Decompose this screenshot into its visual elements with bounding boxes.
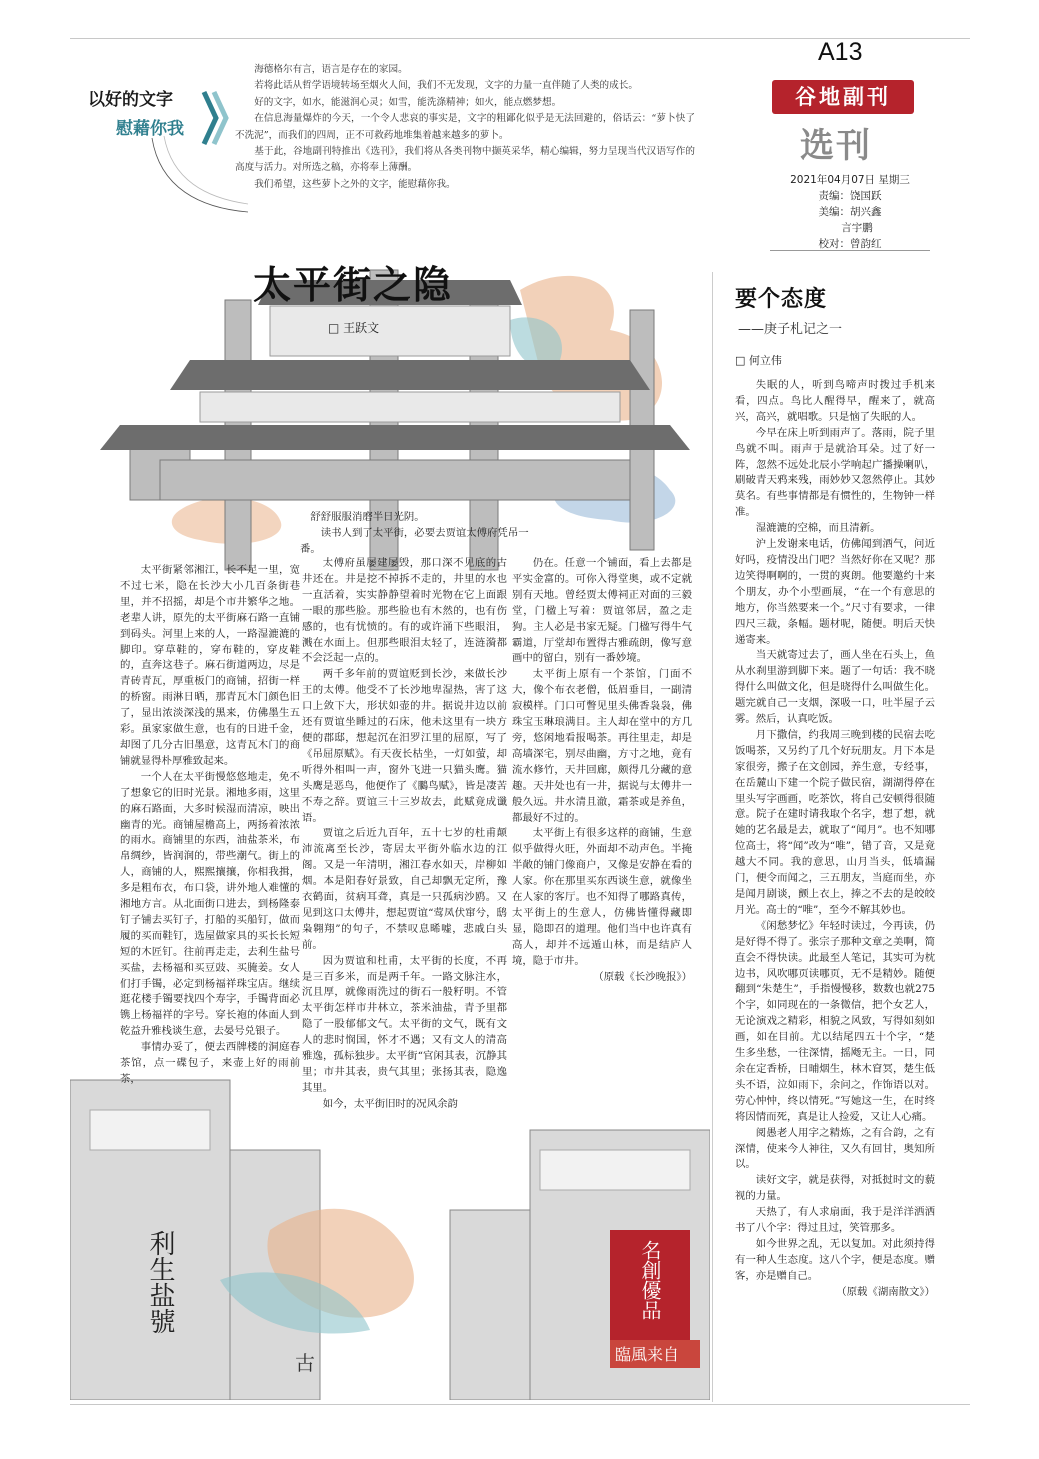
article-paragraph: 太平街上有很多这样的商铺，生意似乎做得火旺，外面却不动声色。半掩半敞的铺门像商户，又像是安静在看的人家。你在那里买东西谈生意，就像坐在人家的客厅。也不知得了哪路真传，太平街上的生意人，仿佛皆懂得藏即显，隐即召的道理。他们当中也许真有高人，却并不远遁山林，而是结庐人境，隐于市井。 xyxy=(512,827,692,967)
article-paragraph: 太平街上原有一个茶馆，门面不大，像个布衣老僧，低眉垂目，一副清寂模样。门口可瞥见里头佛香袅袅，佛珠宝玉琳琅满目。主人却在堂中的方几旁，悠闲地看报喝茶。再往里走，却是高墙深宅，别尽曲幽，方寸之地，竟有流水修竹，天井回廊，颇得几分藏的意趣。天井处也有一井，据说与太傅井一般久远。井水清且澈，霜茶或是养鱼，都最好不过的。 xyxy=(512,668,692,824)
article-paragraph: 两千多年前的贾谊贬到长沙，来做长沙王的太傅。他受不了长沙地卑湿热，害了这口上敛下大，形状如壶的井。据说井边以前还有贾谊坐睡过的石床，他未这里有一块方便的郡邸，想起沉在汨罗江里的屈原，写了《吊屈原赋》。有天夜长枯坐，一灯如萤，却听得外相叫一声，窗外飞进一只猫头鹰。猫头鹰是恶鸟，他便作了《鵩鸟赋》，皆是凄苦不寿之辞。贾谊三十三岁故去，此赋竟成谶语。 xyxy=(302,668,507,824)
intro-paragraph: 我们希望，这些萝卜之外的文字，能慰藉你我。 xyxy=(254,178,456,190)
editor-credit: 责编：饶国跃 xyxy=(818,190,882,202)
side-paragraph: 当天就寄过去了，画人坐在石头上，鱼从水刹里游到脚下来。题了一句话：我不晓得什么叫做文化，但是晓得什么叫做生化。题完就自己一支烟，深吸一口，吐半屋子云雾。然后，认真吃饭。 xyxy=(735,649,935,726)
article-paragraph: 如今，太平街旧时的况风余韵 xyxy=(322,1097,458,1110)
article-paragraph: 仍在。任意一个铺面，看上去都是平实金富的。可你入得堂奥，或不定就别有天地。曾经贾太傅祠正对面的三毅堂，门楹上写着：贾谊邻居，盈之走狗。主人必是书家无疑。门楹写得牛气霸道，厅堂却布置得古雅疏朗，像写意画中的留白，别有一番妙境。 xyxy=(512,557,692,665)
article-author: □ 王跃文 xyxy=(328,321,380,335)
side-article-source: （原载《湖南散文》） xyxy=(836,1285,935,1298)
side-paragraph: 读好文字，就是获得，对抵挝时文的藐视的力量。 xyxy=(735,1174,935,1203)
column-divider xyxy=(712,272,713,1402)
side-paragraph: 阅愚老人用字之精炼，之有合韵，之有深情，使来今人神往，又久有回甘，奥知所以。 xyxy=(735,1126,935,1171)
side-paragraph: 今早在床上听到雨声了。落雨，院子里鸟就不叫。雨声于是就洽耳朵。过了好一阵，忽然不远处北辰小学响起广播操喇叭，刷破青天鸦来残，雨妙妙又忽然停止。其妙莫名。有些事情都是有惯性的，生物钟一样准。 xyxy=(735,426,935,519)
article-paragraph: 一个人在太平街慢悠悠地走，免不了想象它的旧时光景。湘地多雨，这里的麻石路面，大多时候湿而清凉，映出幽青的光。商铺屋檐高上，两扬着浓浓的雨水。商铺里的东西，油盐茶米，布帛绸纱，皆润润的，带些潮气。街上的人，商铺的人，熙熙攘攘，你相我揖，多是粗布衣，布口袋，讲外地人难懂的湘地方言。从北面街口进去，到杨隆泰钉子铺去买钉子，打船的买船钉，做而履的买而鞋钉，选屋做家具的买长长短短的木匠钉。往前再走走，去利生盐号买盐，去杨福和买豆豉、买腌姜。女人们打手镯，必定到杨福祥珠宝店。继续逛花楼手镯要找四个寿字，手镯背面必镌上杨福祥的字号。穿长袍的体面人到乾益升雅栈谈生意，去晏号兑银子。 xyxy=(120,770,300,1038)
side-paragraph: 《闲愁梦忆》年轻时读过，今再读，仍是好得不得了。张宗子那种文章之美啊，简直会不得快读。此最至人笔记，其实可为枕边书，风吹哪页读哪页，无不是精妙。随便翻到“朱楚生”，手指慢慢移，数数也就275个字，如同现在的一条微信，把个女艺人，无论演戏之精彩，相貌之风致，写得如刻如画，如在目前。尤以结尾四五十个字，“楚生多坐愁，一往深情，摇飏无主。一日，同余在定香桥，日晡烟生，林木窅冥，楚生低头不语，泣如雨下，余问之，作饰语以对。劳心忡忡，终以情死。”写她这一生，在时终将因情而死，真是让人捡爱，又让人心痛。 xyxy=(735,919,935,1123)
proofreader-credit: 校对：曾韵红 xyxy=(818,238,882,250)
intro-paragraph: 海德格尔有言，语言是存在的家园。 xyxy=(254,64,408,75)
designer-credit: 美编：胡兴鑫 xyxy=(818,206,882,218)
shop-sign-1: 利生盐號 xyxy=(145,1230,175,1334)
article-column-3 xyxy=(512,556,692,985)
intro-text xyxy=(235,62,695,193)
article-paragraph: 太傅府虽屡建屡毁，那口深不见底的古井还在。井是挖不掉拆不走的，井里的水也一直活着，实实静静望着时光物在它上面跟一眼的那些脸。那些脸也有木然的，也有伤感的，也有忧愤的。有的或许涌下些眼泪，溅在水面上。但那些眼泪太轻了，连涟漪都不会泛起一点的。 xyxy=(302,557,507,665)
side-article-title: 要个态度 xyxy=(735,287,828,312)
article-lead xyxy=(300,510,530,558)
intro-paragraph: 基于此，谷地副刊特推出《选刊》，我们将从各类刊物中撷英采华，精心编辑，努力呈现当代汉语写作的高度与活力。对所选之稿，亦将奉上薄酬。 xyxy=(235,146,695,174)
bottom-rule xyxy=(70,1404,970,1405)
side-paragraph: 沪上发谢来电话，仿佛闻到酒气，问近好吗，疫情没出门吧？当然好你在又呢？那边笑得啊啊的，一贯的爽朗。他要邀约十来个朋友，办个小型画展，“在一个有意思的地方，你当然要来一个。”尺寸有要求，一律四尺三裁，条幅。题材呢，随便。明后天快递寄来。 xyxy=(735,538,935,646)
article-title: 太平街之隐 xyxy=(253,263,454,307)
side-article-subtitle: ——庚子札记之一 xyxy=(738,322,843,337)
intro-paragraph: 在信息海量爆炸的今天，一个令人悲哀的事实是，文字的粗鄙化似乎是无法回避的，俗话云：“萝卜快了不洗泥”，而我们的四周，正不可救药地堆集着越来越多的萝卜。 xyxy=(235,113,695,141)
credits-rule xyxy=(770,250,930,251)
intro-paragraph: 若将此话从哲学语境转场至烟火人间，我们不无发现，文字的力量一直伴随了人类的成长。 xyxy=(254,80,638,92)
article-paragraph: 事情办妥了，便去西牌楼的洞庭春茶馆，点一碟包子，来壶上好的雨前茶， xyxy=(120,1041,300,1085)
article-paragraph: 贾谊之后近九百年，五十七岁的杜甫颠沛流离至长沙，寄居太平街外临水边的江阁。又是一年清明，湘江春水如天，岸柳如烟。本是阳春好景致，自己却飘无定所，豫衣鹤面，贫病耳聋，真是一只孤病沙鸥。又见到这口太傅井，想起贾谊“莺凤伏窜兮，鸱枭翱翔”的句子，不禁叹息晞嘘，悲戚白头前。 xyxy=(302,827,507,951)
side-paragraph: 湿漉漉的空棉，而且清新。 xyxy=(755,522,881,535)
page-number: A13 xyxy=(818,38,863,66)
slogan-line-1: 以好的文字 xyxy=(88,90,173,110)
section-title: 选刊 xyxy=(800,126,872,166)
credits-block xyxy=(770,172,930,252)
lead-line: 读书人到了太平街，必要去贾谊太傅府凭吊一番。 xyxy=(300,526,529,555)
article-column-2 xyxy=(302,556,507,1113)
article-paragraph: 太平街紧邻湘江，长不足一里，宽不过七米，隐在长沙大小几百条街巷里，并不招摇，却是个市井繁华之地。老辈人讲，原先的太平街麻石路一直铺到码头。河里上来的人，一路湿漉漉的脚印。穿草鞋的，穿布鞋的，穿皮鞋的，直奔这巷子。麻石街道两边，尽是青砖青瓦，厚重板门的商铺，招街一样的桥窗。雨淋日晒，那青瓦木门颜色旧了，显出浓淡深浅的黑来，仿佛墨生五彩。虽家家做生意，也有的日进千金，却图了几分古旧墨意，这青瓦木门的商铺就显得朴厚雅致起来。 xyxy=(120,564,300,767)
side-paragraph: 天热了，有人求扇面，我于是洋洋洒洒书了八个字：得过且过，笑管那多。 xyxy=(735,1206,935,1235)
side-paragraph: 月下撒信，约我周三晚到楼的民宿去吃饭喝茶，又另约了几个好玩朋友。月下本是家很旁，搬子在文创园，养生意，专经事，在岳麓山下建一个院子做民宿，湖湖得停在里头写字画画，吃茶饮，将自己安顿得很随意。院子在建时请我取个名字，想了想，就她的艺名最是去，就取了“闻月”。也不知哪位高士，将“闻”改为“唯”，错了音，又是竟越大不同。我的意思，山月当头，低墙漏门，便令而闻之，三五朋友，当庭而坐，亦是闻月剧谈，颤上衣上，捧之不去的是皎皎月光。高士的“唯”，至今不解其妙也。 xyxy=(735,728,935,916)
article-paragraph: 因为贾谊和杜甫，太平街的长度，不再是三百多米，而是两千年。一路文脉注水，沉且厚，就像雨洗过的街石一般籽明。不管太平街怎样市井林立，茶米油盐，青予里都隐了一股郁郁文气。太平街的文气，既有文人的悲时悯国，怀才不遇；又有文人的清高雅逸，孤标独步。太平街“官闲其表，沉静其里；市井其表，贵气其里；张扬其表，隐逸其里。 xyxy=(302,954,507,1094)
designer-credit-2: 言宇鹏 xyxy=(841,222,873,234)
slogan-line-2: 慰藉你我 xyxy=(116,119,184,139)
article-source: （原载《长沙晚报》） xyxy=(593,970,692,983)
intro-paragraph: 好的文字，如水，能滋润心灵；如雪，能洗涤精神；如火，能点燃梦想。 xyxy=(254,96,562,108)
side-paragraph: 如今世界之乱，无以复加。对此须持得有一种人生态度。这八个字，便是态度。赠客，亦是赠自己。 xyxy=(735,1237,935,1282)
brand-masthead: 谷地副刊 xyxy=(772,80,914,114)
shop-sign-3: 臨風来自 xyxy=(615,1345,680,1364)
issue-date: 2021年04月07日 星期三 xyxy=(790,174,910,186)
shop-sign-4: 古 xyxy=(295,1351,315,1375)
side-article-body xyxy=(735,378,935,1301)
side-paragraph: 失眠的人，听到鸟啼声时拨过手机来看，四点。鸟比人醒得早，醒来了，就高兴，高兴，就唱歌。只是恼了失眠的人。 xyxy=(735,379,935,423)
article-column-1 xyxy=(120,563,300,1088)
side-article-author: □ 何立伟 xyxy=(735,354,782,367)
shop-sign-2: 名創優品 xyxy=(638,1240,662,1320)
lead-line: 舒舒服服消磨半日光阴。 xyxy=(310,511,425,523)
